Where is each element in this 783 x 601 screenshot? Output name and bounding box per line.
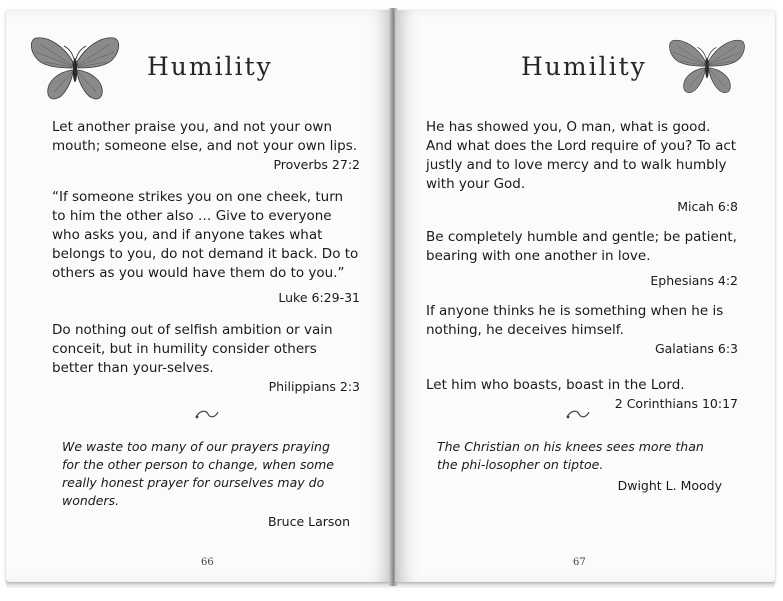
page-title: Humility	[521, 52, 647, 81]
verse-entry	[52, 188, 360, 307]
verse-text: Do nothing out of selfish ambition or vain conceit, but in humility consider others better than your-selves.	[52, 322, 333, 376]
right-page	[395, 10, 775, 582]
page-title: Humility	[147, 52, 273, 81]
quote-text: We waste too many of our prayers praying for the other person to change, when some really honest prayer for ourselves may do wonders.	[62, 439, 334, 508]
verse-reference: Galatians 6:3	[654, 341, 738, 356]
verse-text: “If someone strikes you on one cheek, turn to him the other also … Give to everyone who asks you, and if anyone takes what belongs to you, do not demand it back. Do to others as you would have them do to you.”	[52, 189, 359, 281]
verse-entry	[426, 302, 738, 358]
verse-entry	[426, 118, 738, 216]
quote-text: The Christian on his knees sees more than the phi-losopher on tiptoe.	[437, 439, 704, 472]
quote-block	[62, 438, 350, 531]
verse-text: Let him who boasts, boast in the Lord.	[426, 377, 685, 393]
verse-text: Let another praise you, and not your own mouth; someone else, and not your own lips.	[52, 119, 358, 154]
verse-list	[52, 118, 360, 396]
quote-author: Bruce Larson	[267, 514, 350, 529]
flourish-ornament	[194, 408, 220, 420]
butterfly-icon	[665, 32, 749, 102]
verse-reference: Ephesians 4:2	[650, 273, 738, 288]
verse-text: He has showed you, O man, what is good. And what does the Lord require of you? To act justly and to love mercy and to walk humbly with your God.	[426, 119, 737, 192]
page-number: 67	[573, 557, 586, 568]
verse-entry	[52, 118, 360, 174]
quote-block	[437, 438, 722, 495]
verse-list	[426, 118, 738, 413]
verse-reference: Luke 6:29-31	[278, 290, 360, 305]
verse-entry	[52, 321, 360, 396]
quote-author: Dwight L. Moody	[617, 478, 722, 493]
left-page	[6, 10, 392, 582]
verse-reference: 2 Corinthians 10:17	[614, 396, 738, 411]
verse-text: Be completely humble and gentle; be patient, bearing with one another in love.	[426, 229, 737, 264]
verse-reference: Philippians 2:3	[268, 379, 360, 394]
butterfly-icon	[26, 32, 124, 106]
page-number: 66	[201, 557, 214, 568]
verse-reference: Proverbs 27:2	[273, 157, 360, 172]
verse-text: If anyone thinks he is something when he is nothing, he deceives himself.	[426, 303, 724, 338]
flourish-ornament	[565, 408, 591, 420]
verse-reference: Micah 6:8	[677, 199, 738, 214]
verse-entry	[426, 228, 738, 290]
